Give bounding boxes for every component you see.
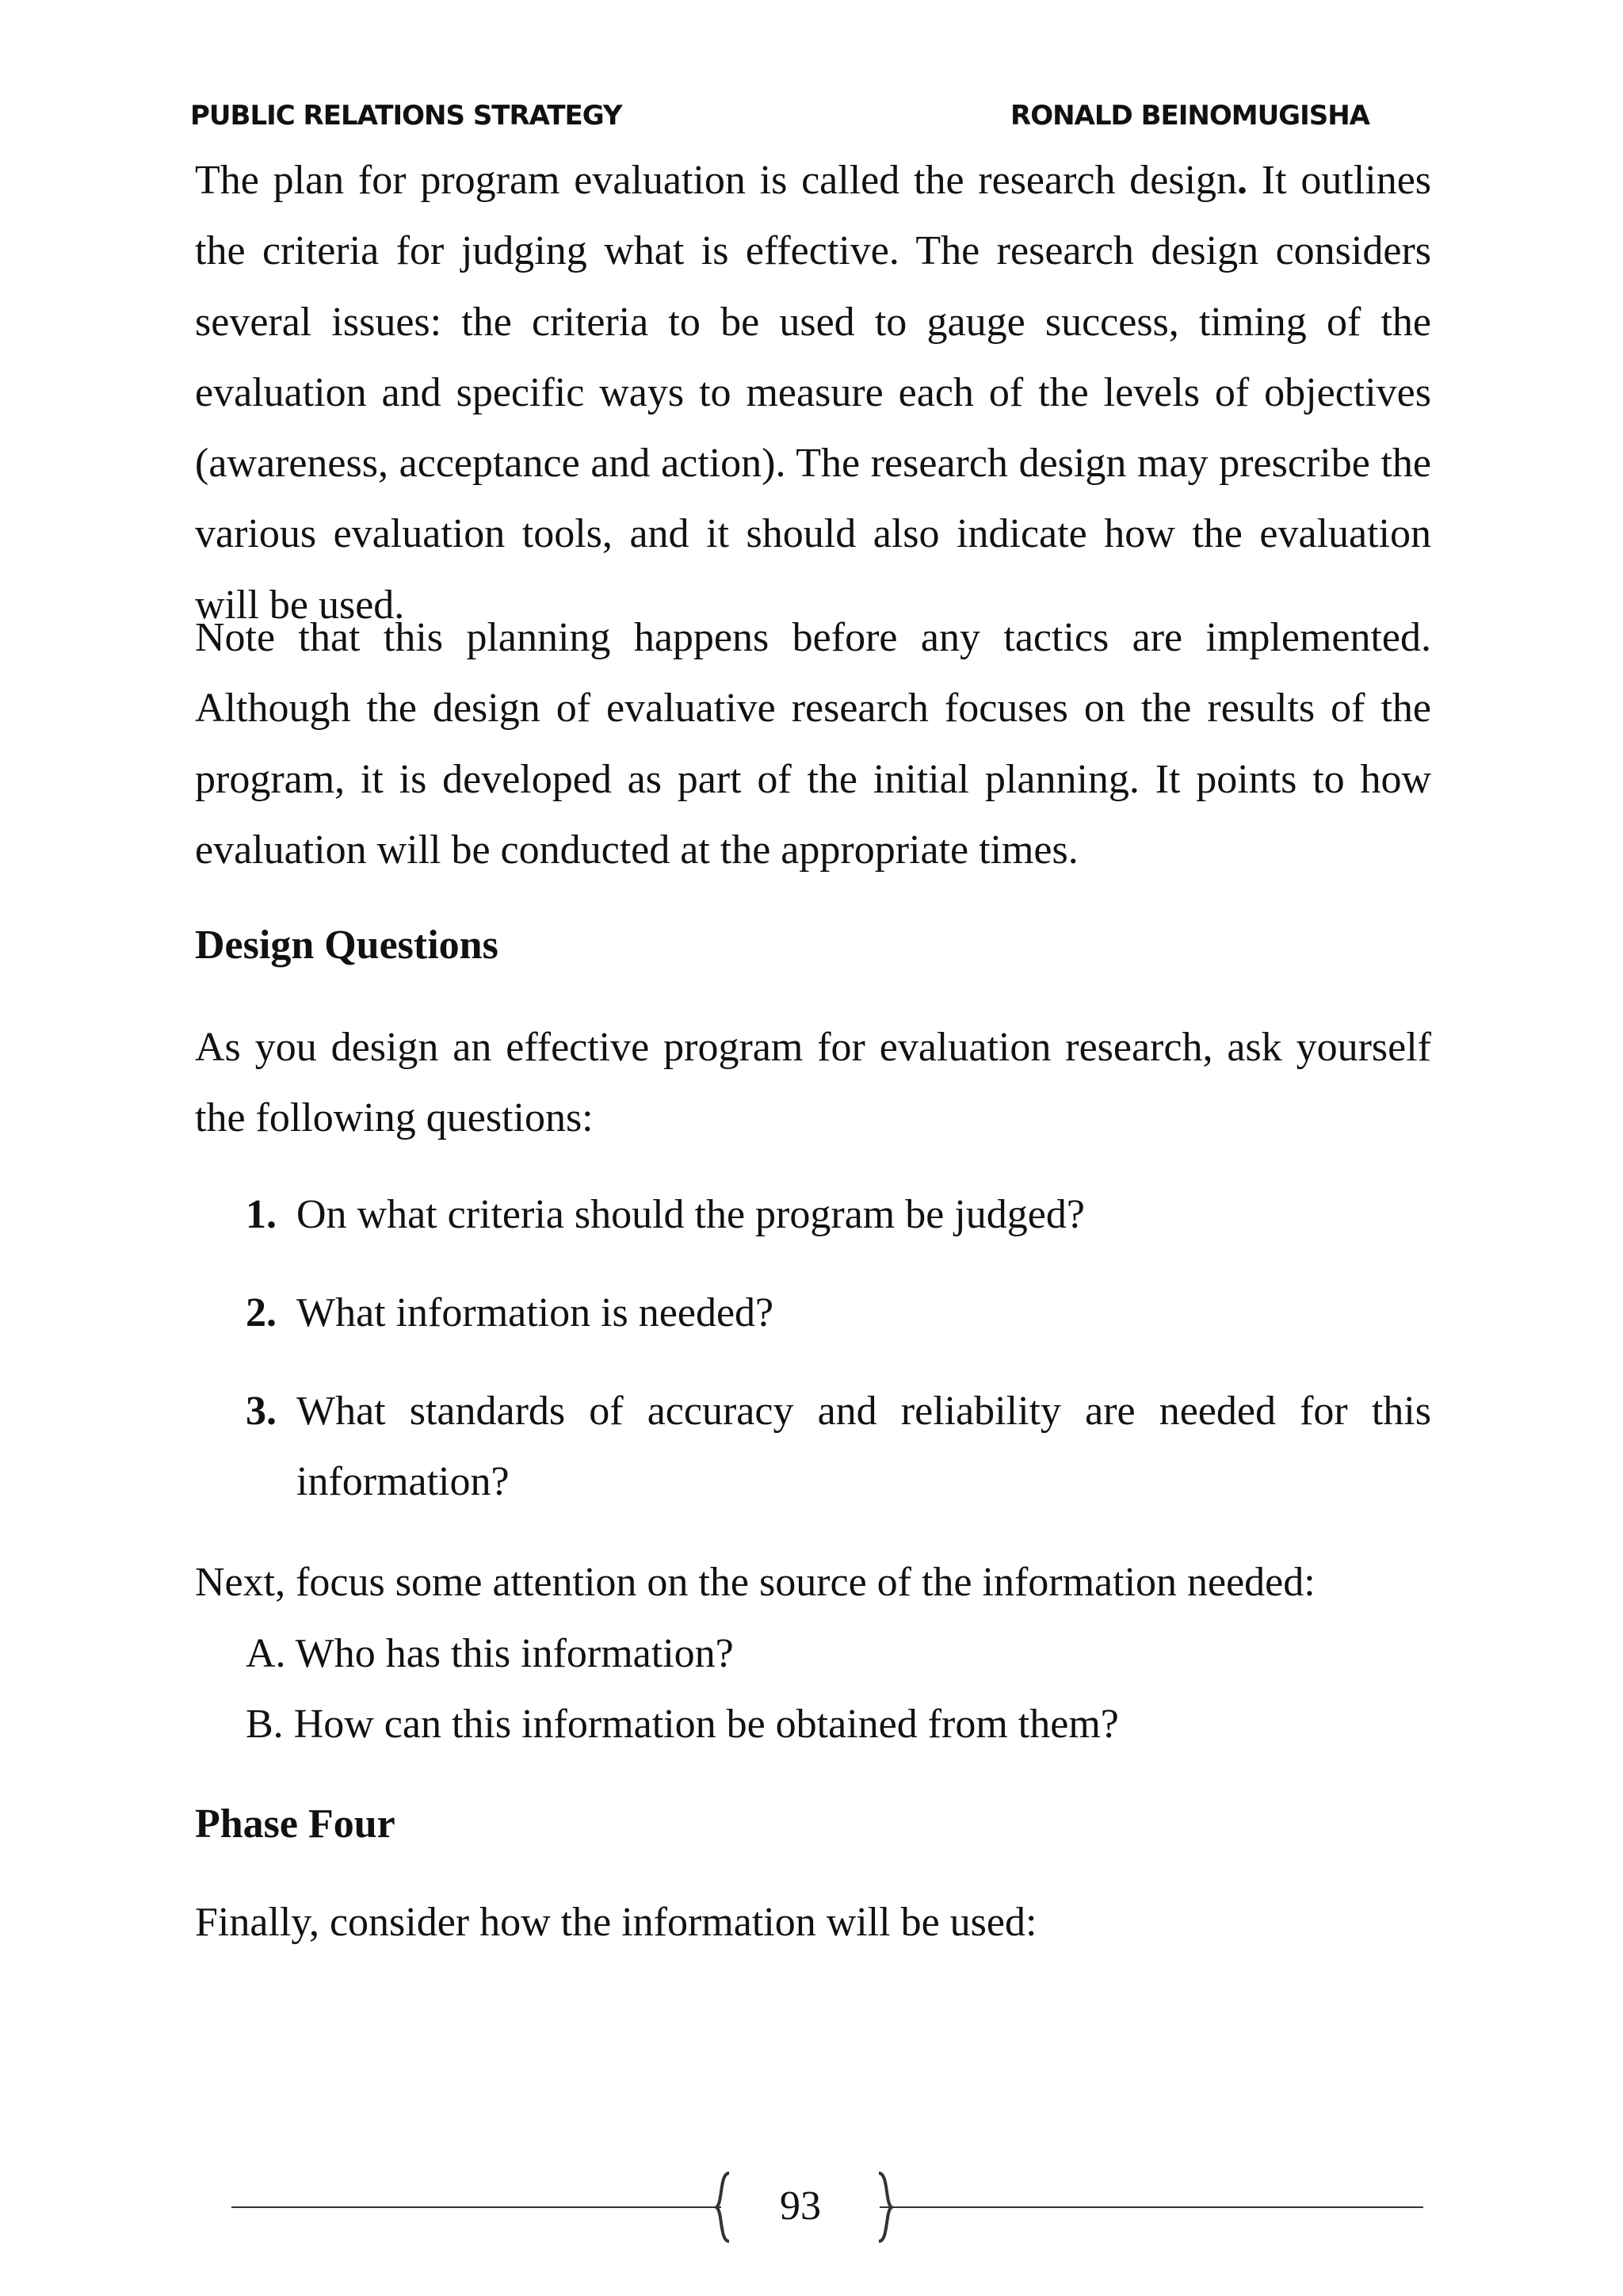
list-item-text: What information is needed? bbox=[296, 1290, 774, 1335]
paragraph-usage-intro: Finally, consider how the information will be used: bbox=[195, 1900, 1037, 1945]
list-item bbox=[246, 1278, 1431, 1348]
footer-rule-right bbox=[880, 2206, 1423, 2208]
list-item-text: On what criteria should the program be judged? bbox=[296, 1192, 1085, 1237]
paragraph-text: The plan for program evaluation is called the research design bbox=[195, 158, 1238, 203]
page-number: 93 bbox=[780, 2183, 821, 2229]
list-number: 3. bbox=[246, 1389, 277, 1434]
paragraph-planning-note: Note that this planning happens before any tactics are implemented. Although the design of evaluative research focuses on the results of the program, it is developed as part of the initial planning. It points to how evaluation will be conducted at the appropriate times. bbox=[195, 615, 1431, 873]
footer-rule-left bbox=[231, 2206, 721, 2208]
list-item-text: Who has this information? bbox=[295, 1631, 734, 1676]
paragraph-research-design bbox=[195, 145, 1431, 640]
paragraph-source-intro: Next, focus some attention on the source of the information needed: bbox=[195, 1560, 1316, 1605]
list-item bbox=[246, 1376, 1431, 1518]
lettered-item bbox=[246, 1701, 1119, 1748]
bold-period: . bbox=[1237, 158, 1248, 203]
list-letter: B. bbox=[246, 1702, 284, 1747]
lettered-item bbox=[246, 1630, 734, 1678]
footer-bracket-left bbox=[715, 2172, 732, 2243]
list-number: 1. bbox=[246, 1192, 277, 1237]
section-heading-phase-four: Phase Four bbox=[195, 1801, 395, 1847]
list-number: 2. bbox=[246, 1290, 277, 1335]
running-head-title: PUBLIC RELATIONS STRATEGY bbox=[190, 100, 622, 132]
paragraph-text: It outlines the criteria for judging what is effective. The research design considers several issues: the criteria to be used to gauge success, timing of the evaluation and specific ways to measure each of the levels of objectives (awareness, acceptance and action). The research design may prescribe the various evaluation tools, and it should also indicate how the evaluation will be used. bbox=[195, 158, 1432, 628]
list-letter: A. bbox=[246, 1631, 286, 1676]
list-item bbox=[246, 1179, 1431, 1250]
list-item-text: How can this information be obtained from them? bbox=[293, 1702, 1119, 1747]
section-heading-design-questions: Design Questions bbox=[195, 923, 498, 968]
paragraph-design-intro: As you design an effective program for evaluation research, ask yourself the following questions: bbox=[195, 1025, 1431, 1141]
running-head-author: RONALD BEINOMUGISHA bbox=[1010, 100, 1369, 132]
list-item-text: What standards of accuracy and reliability are needed for this information? bbox=[296, 1389, 1431, 1505]
